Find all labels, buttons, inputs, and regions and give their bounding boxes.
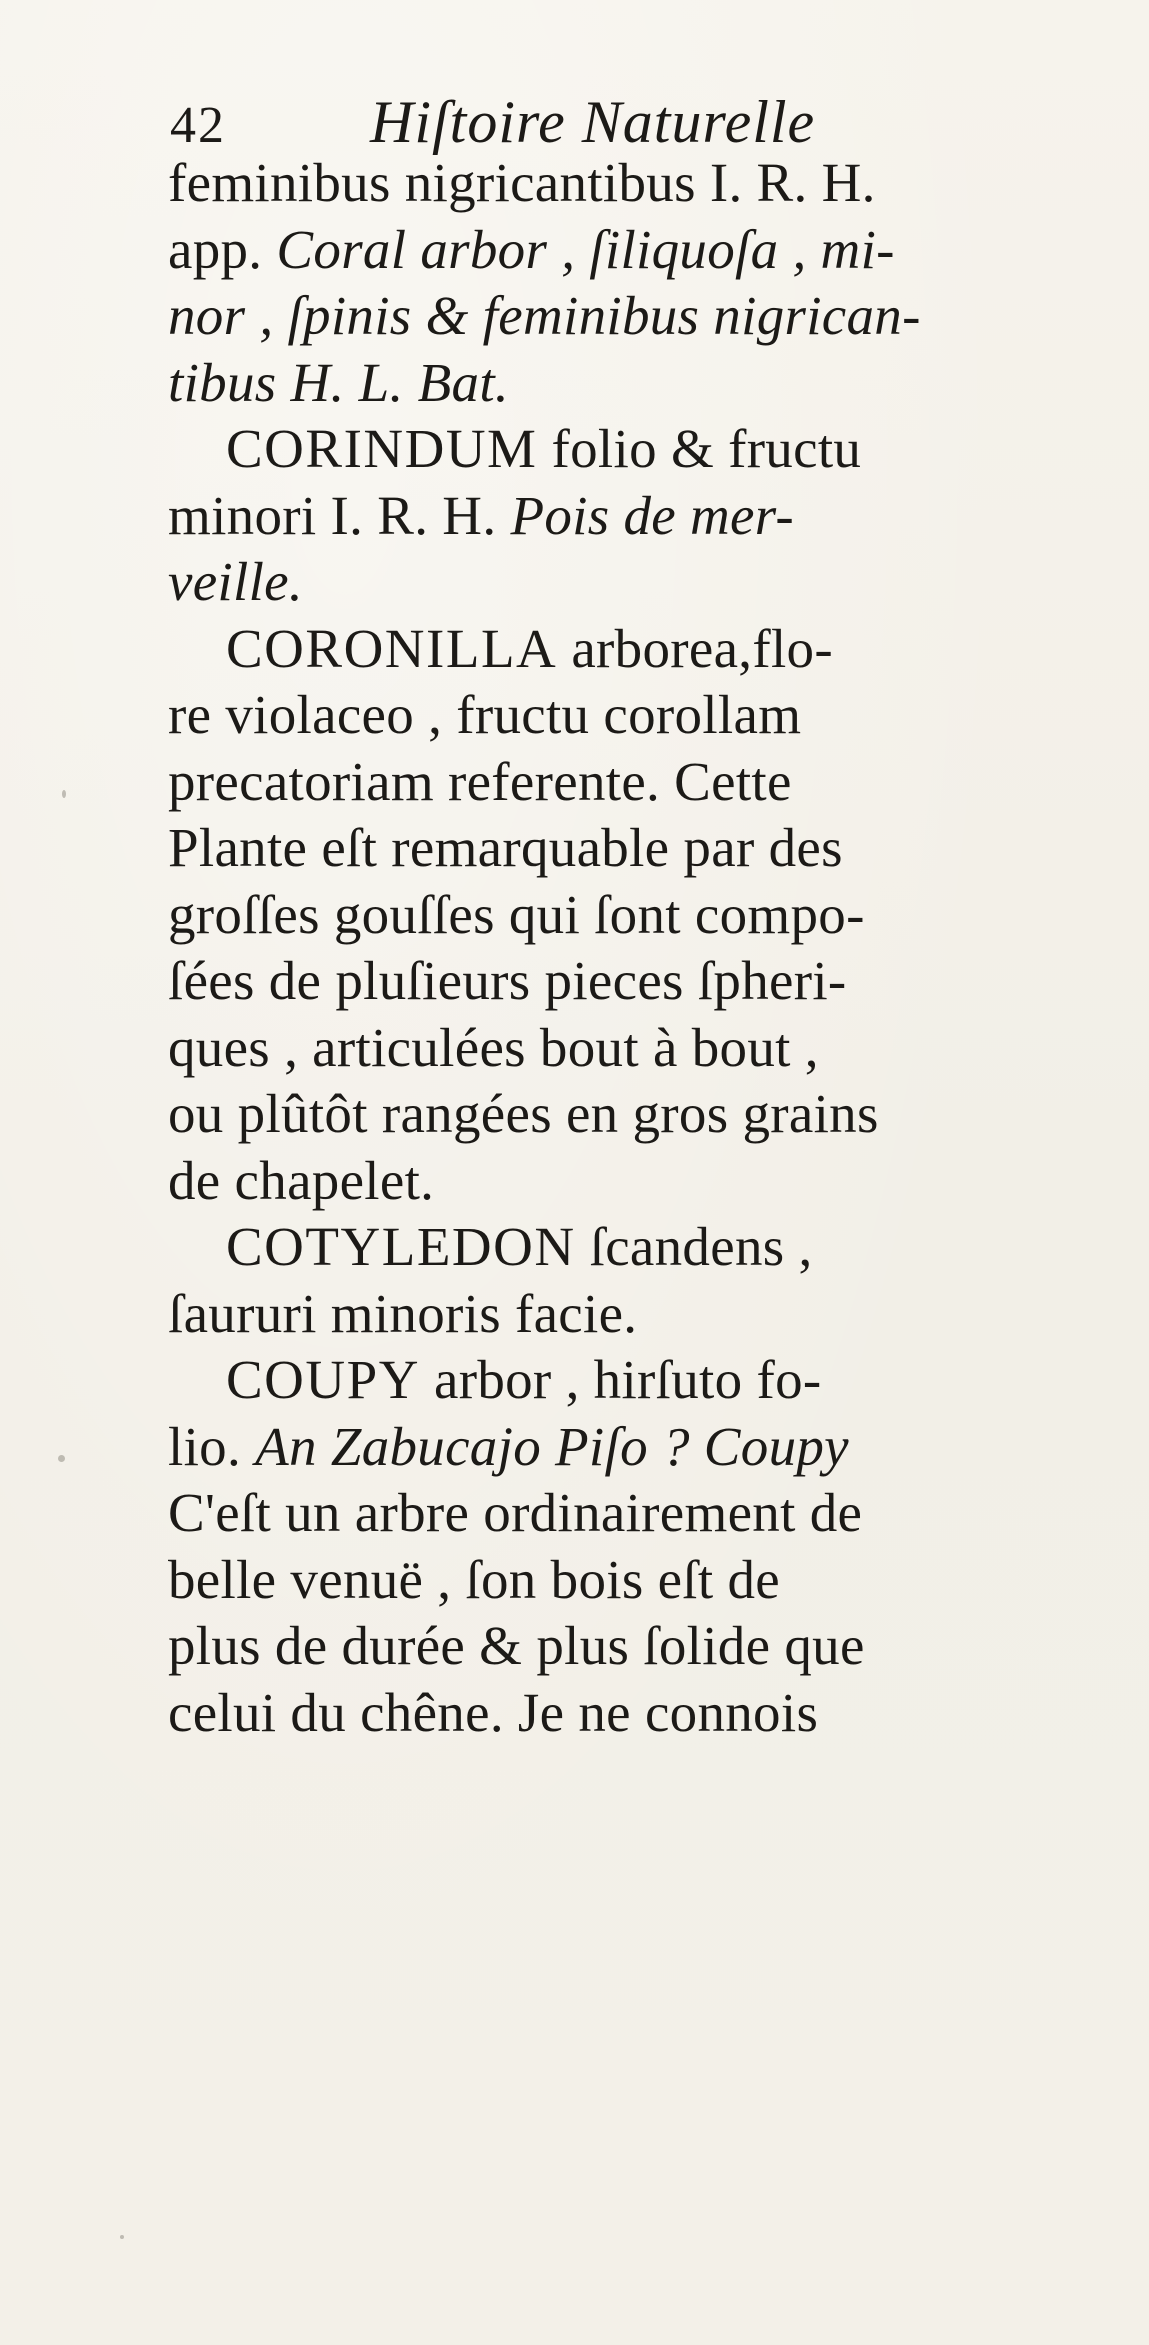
text-line: veille.	[168, 551, 303, 612]
entry-line: COUPY arbor , hirſuto fo-	[226, 1349, 822, 1410]
text-line: ſaururi minoris facie.	[168, 1282, 638, 1344]
text-line: celui du chêne. Je ne connois	[168, 1681, 819, 1743]
text-line: groſſes gouſſes qui ſont compo-	[168, 883, 865, 945]
text-line: precatoriam referente. Cette	[168, 750, 792, 812]
entry-line: COTYLEDON ſcandens ,	[226, 1216, 813, 1277]
running-head: Hiſtoire Naturelle	[370, 89, 816, 155]
text-line: tibus H. L. Bat.	[168, 351, 509, 413]
paper-speck	[58, 1455, 65, 1462]
text-line: C'eſt un arbre ordinairement de	[168, 1482, 863, 1543]
entry-line: CORONILLA arborea,flo-	[226, 617, 833, 679]
text-line: ou plûtôt rangées en gros grains	[168, 1083, 879, 1144]
text-line: app. Coral arbor , ſiliquoſa , mi-	[168, 218, 895, 280]
text-line: Plante eſt remarquable par des	[168, 817, 843, 878]
text-line: ques , articulées bout à bout ,	[168, 1016, 819, 1078]
page-number: 42	[170, 97, 226, 154]
entry-line: CORINDUM folio & fructu	[226, 418, 862, 479]
text-line: minori I. R. H. Pois de mer-	[168, 484, 794, 546]
text-line: re violaceo , fructu corollam	[168, 684, 802, 745]
page-header	[170, 88, 1070, 155]
text-line: feminibus nigricantibus I. R. H.	[168, 152, 876, 213]
body-text	[168, 150, 1098, 1746]
text-line: nor , ſpinis & feminibus nigrican-	[168, 285, 921, 346]
paper-speck	[62, 790, 66, 798]
text-line: de chapelet.	[168, 1149, 435, 1211]
paper-speck	[120, 2235, 124, 2239]
text-line: ſées de pluſieurs pieces ſpheri-	[168, 950, 847, 1011]
text-line: plus de durée & plus ſolide que	[168, 1615, 865, 1676]
text-line: lio. An Zabucajo Piſo ? Coupy	[168, 1415, 849, 1477]
text-line: belle venuë , ſon bois eſt de	[168, 1548, 781, 1610]
